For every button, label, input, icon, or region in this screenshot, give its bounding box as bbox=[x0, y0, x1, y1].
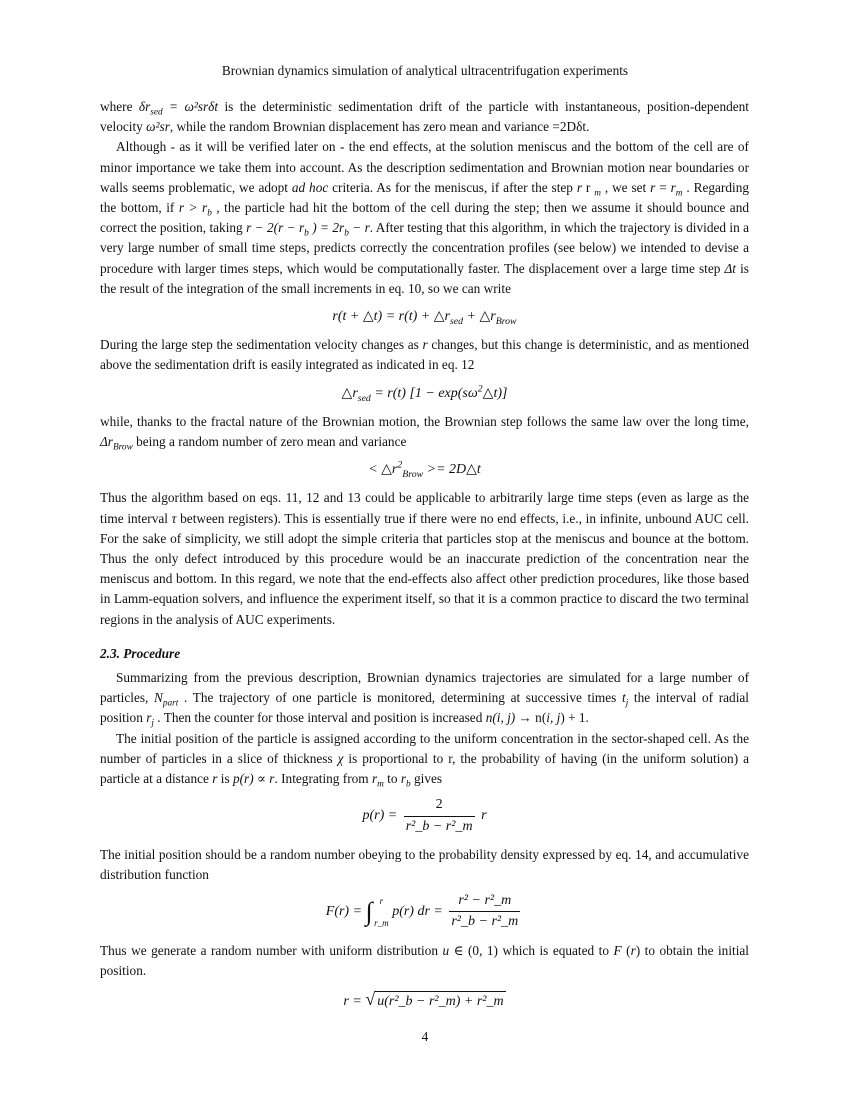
equation-12: $\triangle r_{sed} = r(t) [1$ − $\exp(s\omega^2\triangle t)$] bbox=[341, 382, 508, 404]
page-body bbox=[100, 97, 749, 1012]
equation-16: r = √ u(r²_b − r²_m) + r²_m bbox=[100, 989, 749, 1012]
paragraph-algorithm-validity: Thus the algorithm based on eqs. 11, 12 and 13 could be applicable to arbitrarily large time steps (even as large as the time interval τ between registers). This is essentially true if there were no end effects, i.e., in infinite, unbound AUC cell. For the sake of simplicity, we still adopt the simple criteria that particles stop at the meniscus and bounce at the bottom. Thus the only defect introduced by this procedure would be an inaccurate prediction of the concentration near the meniscus and bottom. In this regard, we note that the end-effects also affect other prediction procedures, like those based in Lamm-equation solvers, and influence the experiment itself, so that it is a common practice to discard the two terminal regions in the analysis of AUC experiments. bbox=[100, 490, 749, 627]
paragraph-brownian-step: while, thanks to the fractal nature of the Brownian motion, the Brownian step follows the same law over the long time, $\Delta r_{Brow}$ being a random number of zero mean and variance bbox=[100, 413, 749, 453]
sqrt-radicand: u(r²_b − r²_m) + r²_m bbox=[375, 991, 505, 1012]
fraction: $\frac{\text{r² − r²\_m}}{\text{r²\_b − r²\_m}}$ bbox=[449, 891, 520, 932]
fraction: $\frac{2}{\text{r²\_b − r²\_m}}$ bbox=[404, 795, 475, 836]
equation-13: < $\triangle r^2_{Brow}$ >= 2D△t bbox=[368, 459, 481, 481]
paragraph-summary: Summarizing from the previous description, Brownian dynamics trajectories are simulated for a large number of particles, $N_{part}$ . The trajectory of one particle is monitored, determining at successive times $t_j$ the interval of radial position $r_j$ . Then the counter for those interval and position is increased n(i, j) → n(i, j) + 1. bbox=[100, 670, 749, 730]
paragraph-end-effects: Although - as it will be verified later on - the end effects, at the solution meniscus and the bottom of the cell are of minor importance we take them into account. As the description sedimentation and Brownian motion near boundaries or walls seems problematic, we adopt ad hoc criteria. As for the meniscus, if after the step r r $_m$ , we set $r = r_m$ . Regarding the bottom, if $r > r_b$ , the particle had hit the bottom of the cell during the step; then we assume it should bounce and correct the position, taking $r - 2(r - r_b$ ) = $2r_b - r$. After testing that this algorithm, in which the trajectory is divided in a very large number of small time steps, predicts correctly the concentration profiles (see below) we intended to devise a procedure with larger times steps, which would be computationally faster. The displacement over a large time step Δt is the result of the integration of the small increments in eq. 10, so we can write bbox=[100, 139, 750, 296]
sqrt-sign: √ bbox=[365, 988, 376, 1009]
section-heading-procedure: 2.3. Procedure bbox=[100, 645, 181, 661]
equation-14: p(r) = $\frac{2}{\text{r²\_b − r²\_m}}$ r bbox=[100, 795, 749, 836]
equation-11: r(t + △t) = $r(t) + \triangle r_{sed}$ + $\triangle r_{Brow}$ bbox=[332, 309, 517, 327]
integral-limits: r r_m bbox=[374, 895, 389, 928]
paragraph-large-step: During the large step the sedimentation velocity changes as r changes, but this change is deterministic, and as mentioned above the sedimentation drift is easily integrated as indicated in eq. 12 bbox=[100, 337, 749, 373]
page-number: 4 bbox=[421, 1029, 429, 1044]
paragraph-cdf: The initial position should be a random number obeying to the probability density expressed by eq. 14, and accumulative distribution function bbox=[100, 846, 749, 882]
paragraph-initial-position: The initial position of the particle is assigned according to the uniform concentration in the sector-shaped cell. As the number of particles in a slice of thickness χ is proportional to r, the probability of having (in the uniform solution) a particle at a distance r is p(r) ∝ r. Integrating from $r_m$ to $r_b$ gives bbox=[100, 730, 749, 790]
integral-sign: ∫ bbox=[365, 896, 373, 926]
paragraph-random-generation: Thus we generate a random number with uniform distribution u ∈ (0, 1) which is equated to F (r) to obtain the initial position. bbox=[100, 942, 749, 978]
paragraph-drift-definition: where $\delta r_{sed} = \omega^2sr\delta t$ is the deterministic sedimentation drift of the particle with instantaneous, position-dependent velocity ω²sr, while the random Brownian displacement has zero mean and variance =2Dδt. bbox=[100, 99, 749, 135]
equation-15: F(r) = ∫ r r_m p(r) dr = $\frac{\text{r² − r²\_m}}{\text{r²\_b − r²\_m}}$ bbox=[100, 891, 749, 932]
running-header: Brownian dynamics simulation of analytical ultracentrifugation experiments bbox=[221, 63, 629, 78]
